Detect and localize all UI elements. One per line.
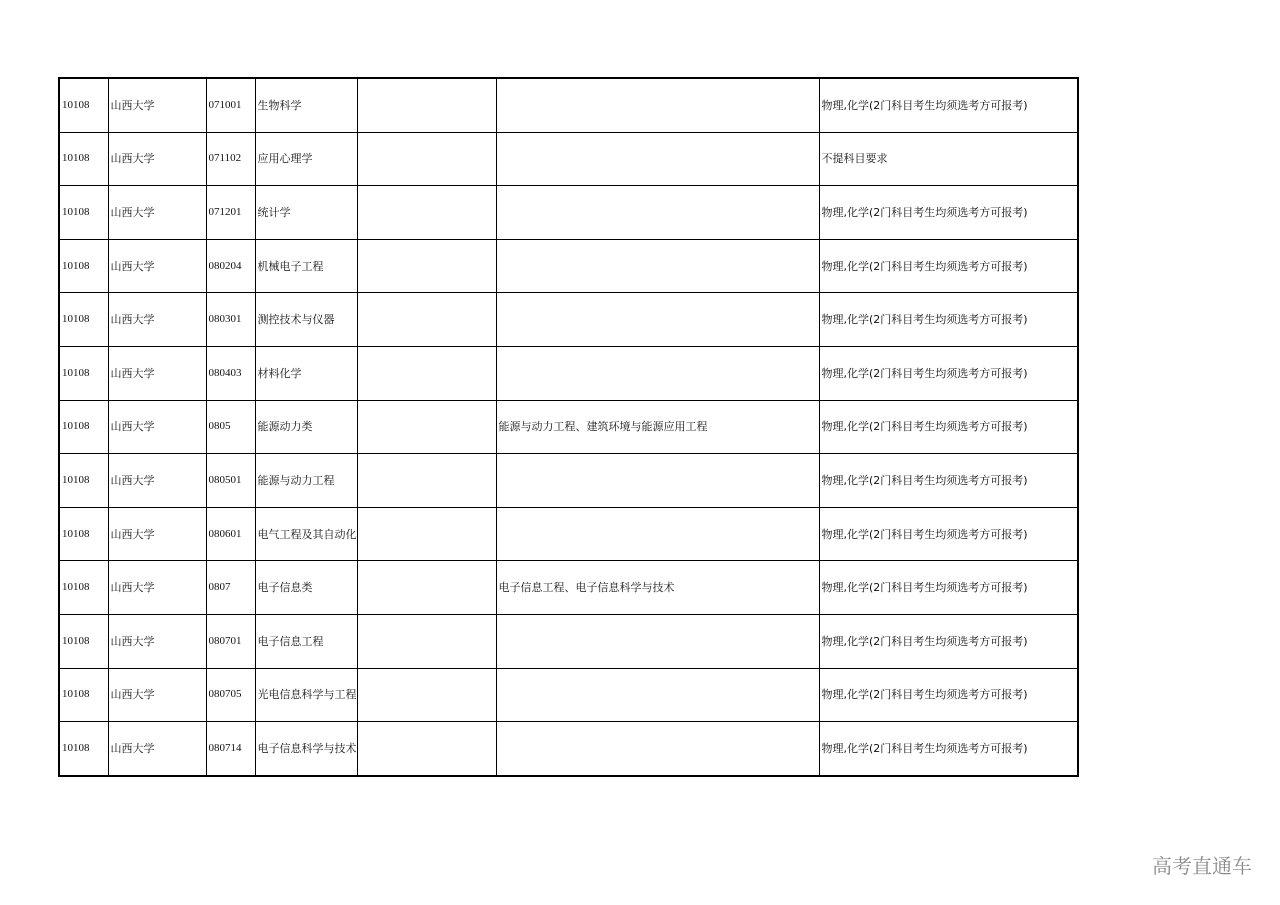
school-name-cell: 山西大学 [108, 454, 206, 508]
included-majors-cell [496, 454, 819, 508]
subject-requirement-cell: 物理,化学(2门科目考生均须选考方可报考) [819, 561, 1078, 615]
subject-requirement-cell: 物理,化学(2门科目考生均须选考方可报考) [819, 400, 1078, 454]
subject-requirement-cell: 不提科目要求 [819, 132, 1078, 186]
subject-requirement-cell: 物理,化学(2门科目考生均须选考方可报考) [819, 668, 1078, 722]
school-name-cell: 山西大学 [108, 346, 206, 400]
school-code-cell: 10108 [59, 293, 108, 347]
school-name-cell: 山西大学 [108, 668, 206, 722]
major-code-cell: 080701 [206, 614, 255, 668]
included-majors-cell: 能源与动力工程、建筑环境与能源应用工程 [496, 400, 819, 454]
included-majors-cell: 电子信息工程、电子信息科学与技术 [496, 561, 819, 615]
school-name-cell: 山西大学 [108, 132, 206, 186]
major-name-cell: 电子信息科学与技术 [255, 722, 357, 776]
major-name-cell: 电子信息类 [255, 561, 357, 615]
table-body [59, 78, 1078, 776]
school-code-cell: 10108 [59, 722, 108, 776]
blank-cell [357, 668, 496, 722]
blank-cell [357, 400, 496, 454]
major-code-cell: 071201 [206, 186, 255, 240]
major-name-cell: 测控技术与仪器 [255, 293, 357, 347]
school-name-cell: 山西大学 [108, 78, 206, 132]
table-row [59, 614, 1078, 668]
subject-requirement-cell: 物理,化学(2门科目考生均须选考方可报考) [819, 507, 1078, 561]
school-name-cell: 山西大学 [108, 507, 206, 561]
subject-requirement-cell: 物理,化学(2门科目考生均须选考方可报考) [819, 614, 1078, 668]
subject-requirement-cell: 物理,化学(2门科目考生均须选考方可报考) [819, 239, 1078, 293]
subject-requirement-cell: 物理,化学(2门科目考生均须选考方可报考) [819, 186, 1078, 240]
major-name-cell: 电子信息工程 [255, 614, 357, 668]
school-name-cell: 山西大学 [108, 614, 206, 668]
school-code-cell: 10108 [59, 561, 108, 615]
school-code-cell: 10108 [59, 346, 108, 400]
blank-cell [357, 346, 496, 400]
major-code-cell: 080501 [206, 454, 255, 508]
school-code-cell: 10108 [59, 454, 108, 508]
table-row [59, 186, 1078, 240]
major-code-cell: 071102 [206, 132, 255, 186]
blank-cell [357, 614, 496, 668]
major-name-cell: 能源动力类 [255, 400, 357, 454]
table-row [59, 400, 1078, 454]
school-code-cell: 10108 [59, 614, 108, 668]
table-row [59, 722, 1078, 776]
major-code-cell: 080601 [206, 507, 255, 561]
school-name-cell: 山西大学 [108, 186, 206, 240]
table-row [59, 346, 1078, 400]
school-name-cell: 山西大学 [108, 561, 206, 615]
blank-cell [357, 561, 496, 615]
major-name-cell: 统计学 [255, 186, 357, 240]
blank-cell [357, 132, 496, 186]
school-name-cell: 山西大学 [108, 293, 206, 347]
subject-requirement-cell: 物理,化学(2门科目考生均须选考方可报考) [819, 454, 1078, 508]
subject-requirement-cell: 物理,化学(2门科目考生均须选考方可报考) [819, 722, 1078, 776]
table-row [59, 454, 1078, 508]
major-code-cell: 0807 [206, 561, 255, 615]
table-row [59, 668, 1078, 722]
blank-cell [357, 722, 496, 776]
school-code-cell: 10108 [59, 78, 108, 132]
school-code-cell: 10108 [59, 507, 108, 561]
included-majors-cell [496, 186, 819, 240]
major-code-cell: 071001 [206, 78, 255, 132]
subject-requirement-cell: 物理,化学(2门科目考生均须选考方可报考) [819, 293, 1078, 347]
blank-cell [357, 78, 496, 132]
major-name-cell: 材料化学 [255, 346, 357, 400]
school-name-cell: 山西大学 [108, 722, 206, 776]
major-code-cell: 080403 [206, 346, 255, 400]
school-code-cell: 10108 [59, 668, 108, 722]
major-code-cell: 080705 [206, 668, 255, 722]
included-majors-cell [496, 239, 819, 293]
table-row [59, 132, 1078, 186]
major-name-cell: 光电信息科学与工程 [255, 668, 357, 722]
major-name-cell: 生物科学 [255, 78, 357, 132]
included-majors-cell [496, 722, 819, 776]
table-row [59, 239, 1078, 293]
major-name-cell: 能源与动力工程 [255, 454, 357, 508]
subject-requirement-cell: 物理,化学(2门科目考生均须选考方可报考) [819, 346, 1078, 400]
school-code-cell: 10108 [59, 132, 108, 186]
school-code-cell: 10108 [59, 239, 108, 293]
school-code-cell: 10108 [59, 186, 108, 240]
major-name-cell: 电气工程及其自动化 [255, 507, 357, 561]
major-code-cell: 0805 [206, 400, 255, 454]
major-code-cell: 080714 [206, 722, 255, 776]
school-name-cell: 山西大学 [108, 239, 206, 293]
included-majors-cell [496, 132, 819, 186]
table-row [59, 507, 1078, 561]
included-majors-cell [496, 346, 819, 400]
major-name-cell: 机械电子工程 [255, 239, 357, 293]
major-code-cell: 080204 [206, 239, 255, 293]
table-row [59, 78, 1078, 132]
subject-requirement-cell: 物理,化学(2门科目考生均须选考方可报考) [819, 78, 1078, 132]
blank-cell [357, 454, 496, 508]
included-majors-cell [496, 614, 819, 668]
subject-requirements-table [58, 77, 1079, 777]
school-name-cell: 山西大学 [108, 400, 206, 454]
major-code-cell: 080301 [206, 293, 255, 347]
blank-cell [357, 507, 496, 561]
table-row [59, 293, 1078, 347]
blank-cell [357, 186, 496, 240]
table-row [59, 561, 1078, 615]
blank-cell [357, 293, 496, 347]
included-majors-cell [496, 507, 819, 561]
included-majors-cell [496, 78, 819, 132]
watermark-logo: 高考直通车 [1152, 854, 1252, 878]
school-code-cell: 10108 [59, 400, 108, 454]
blank-cell [357, 239, 496, 293]
included-majors-cell [496, 293, 819, 347]
included-majors-cell [496, 668, 819, 722]
major-name-cell: 应用心理学 [255, 132, 357, 186]
